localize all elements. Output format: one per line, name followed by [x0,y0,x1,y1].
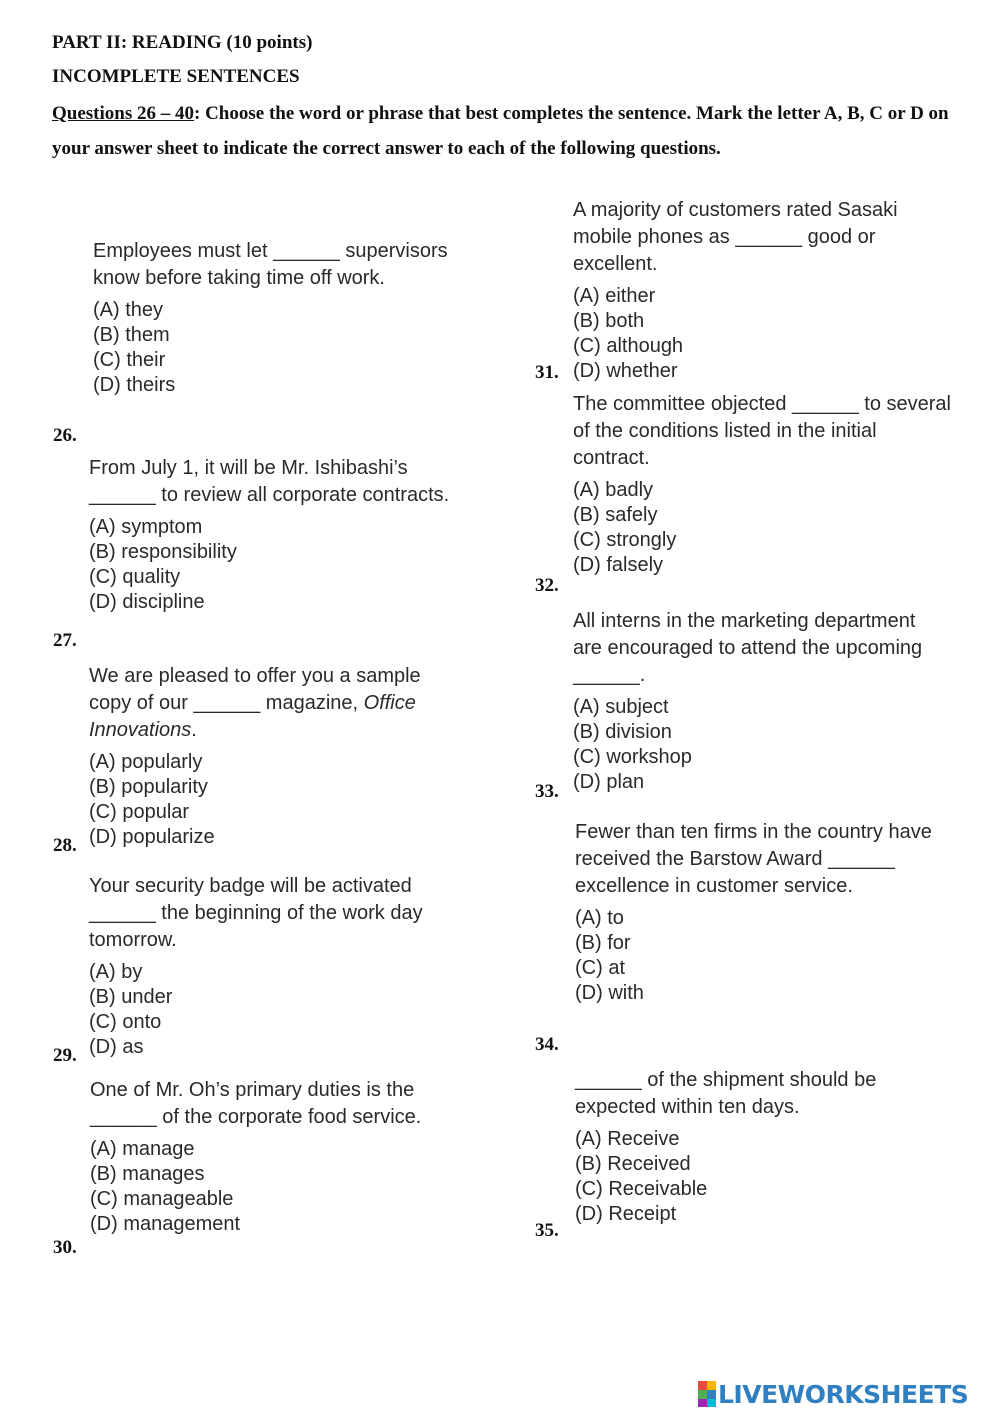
option-b[interactable]: (B) manages [90,1163,205,1185]
option-d[interactable]: (D) management [90,1213,241,1235]
question-27 [89,455,464,615]
section-title: INCOMPLETE SENTENCES [52,66,300,87]
option-d[interactable]: (D) falsely [573,554,664,576]
option-d[interactable]: (D) theirs [93,374,176,396]
question-33 [573,608,948,795]
question-stem: From July 1, it will be Mr. Ishibashi’s ______ to review all corporate contracts. [89,457,450,506]
option-d[interactable]: (D) plan [573,771,645,793]
option-a[interactable]: (A) manage [90,1138,195,1160]
option-d[interactable]: (D) popularize [89,826,215,848]
logo-block [698,1381,707,1390]
option-a[interactable]: (A) Receive [575,1128,680,1150]
question-31 [573,197,943,384]
question-28 [89,663,459,850]
question-stem: A majority of customers rated Sasaki mobile phones as ______ good or excellent. [573,199,898,275]
option-list [89,960,454,1060]
instruction-text: : Choose the word or phrase that best completes the sentence. Mark the letter A, B, C or D on your answer sheet to indicate the correct answer to each of the following questions. [52,103,949,159]
question-32 [573,391,958,578]
question-number: 35. [535,1220,559,1241]
option-b[interactable]: (B) division [573,721,672,743]
logo-block [707,1399,716,1407]
option-d[interactable]: (D) as [89,1036,144,1058]
option-a[interactable]: (A) badly [573,479,654,501]
option-list [90,1137,475,1237]
option-list [89,750,459,850]
option-a[interactable]: (A) they [93,299,164,321]
option-c[interactable]: (C) at [575,957,625,979]
question-number: 33. [535,781,559,802]
instructions [52,97,952,166]
question-number: 27. [53,630,77,651]
option-a[interactable]: (A) either [573,285,656,307]
option-d[interactable]: (D) whether [573,360,678,382]
option-a[interactable]: (A) to [575,907,624,929]
option-b[interactable]: (B) for [575,932,631,954]
stem-text: . [191,719,197,741]
option-c[interactable]: (C) quality [89,566,181,588]
option-a[interactable]: (A) subject [573,696,669,718]
option-b[interactable]: (B) popularity [89,776,208,798]
question-29 [89,873,454,1060]
option-c[interactable]: (C) onto [89,1011,162,1033]
option-b[interactable]: (B) safely [573,504,658,526]
option-d[interactable]: (D) with [575,982,644,1004]
stem-text: We are pleased to offer you a sample copy of our ______ magazine, [89,665,421,714]
question-stem [89,663,459,744]
question-number: 31. [535,362,559,383]
question-number: 29. [53,1045,77,1066]
option-b[interactable]: (B) both [573,310,645,332]
logo-block [698,1399,707,1407]
question-stem: Your security badge will be activated ______ the beginning of the work day tomorrow. [89,875,423,951]
logo-block [707,1381,716,1390]
question-stem: One of Mr. Oh’s primary duties is the ______ of the corporate food service. [90,1079,422,1128]
question-34 [575,819,950,1006]
question-number: 30. [53,1237,77,1258]
option-c[interactable]: (C) workshop [573,746,692,768]
question-26 [93,238,473,398]
question-35 [575,1067,925,1227]
option-b[interactable]: (B) them [93,324,170,346]
logo-block [698,1390,707,1399]
option-c[interactable]: (C) manageable [90,1188,234,1210]
question-30 [90,1077,475,1237]
option-a[interactable]: (A) symptom [89,516,203,538]
option-list [573,284,943,384]
option-list [573,695,948,795]
option-list [573,478,958,578]
option-c[interactable]: (C) their [93,349,166,371]
option-list [93,298,473,398]
question-number: 26. [53,425,77,446]
question-number: 28. [53,835,77,856]
option-a[interactable]: (A) popularly [89,751,203,773]
question-stem: The committee objected ______ to several of the conditions listed in the initial contract. [573,393,951,469]
logo-icon [698,1381,716,1407]
liveworksheets-logo [698,1376,968,1412]
option-list [89,515,464,615]
question-stem: All interns in the marketing department are encouraged to attend the upcoming ______. [573,610,923,686]
magazine-title: Office Innovations [89,692,416,741]
question-stem: Employees must let ______ supervisors know before taking time off work. [93,240,448,289]
instruction-label: Questions 26 – 40 [52,103,194,124]
logo-block [707,1390,716,1399]
option-c[interactable]: (C) although [573,335,684,357]
question-number: 34. [535,1034,559,1055]
part-title: PART II: READING (10 points) [52,32,313,53]
option-a[interactable]: (A) by [89,961,143,983]
option-b[interactable]: (B) responsibility [89,541,237,563]
question-stem: ______ of the shipment should be expected within ten days. [575,1069,877,1118]
option-list [575,1127,925,1227]
option-b[interactable]: (B) Received [575,1153,691,1175]
option-c[interactable]: (C) Receivable [575,1178,708,1200]
option-list [575,906,950,1006]
option-c[interactable]: (C) popular [89,801,190,823]
option-d[interactable]: (D) discipline [89,591,205,613]
brand-name: LIVEWORKSHEETS [718,1379,969,1409]
question-stem: Fewer than ten firms in the country have received the Barstow Award ______ excellence in customer service. [575,821,932,897]
option-b[interactable]: (B) under [89,986,173,1008]
option-d[interactable]: (D) Receipt [575,1203,677,1225]
option-c[interactable]: (C) strongly [573,529,677,551]
question-number: 32. [535,575,559,596]
